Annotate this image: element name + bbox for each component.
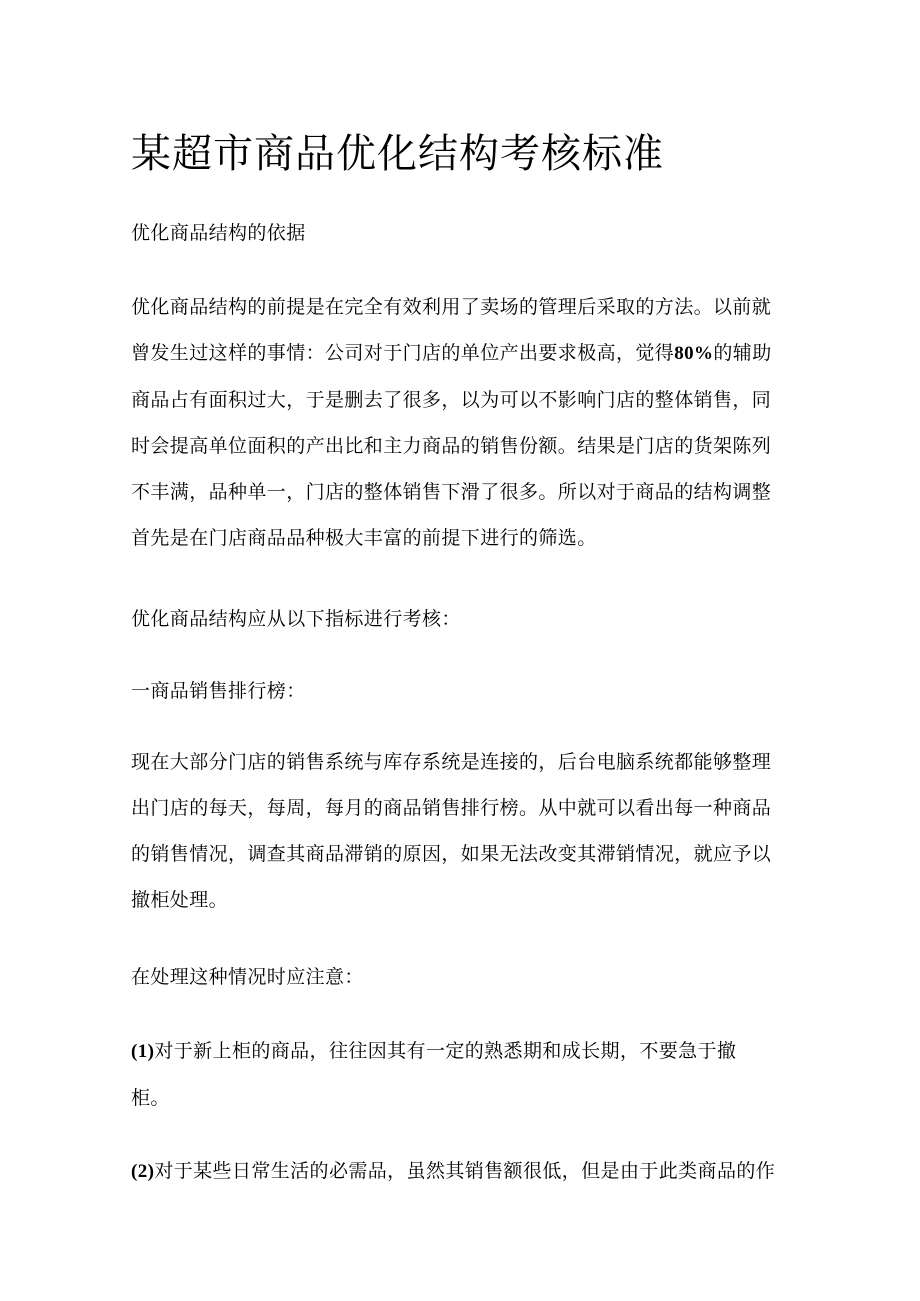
document-title: 某超市商品优化结构考核标准 bbox=[131, 131, 664, 177]
item1-heading-text: 一商品销售排行榜： bbox=[131, 680, 306, 702]
paragraph-line-text: 对于某些日常生活的必需品，虽然其销售额很低，但是由于此类商品的作 bbox=[154, 1160, 776, 1182]
paragraph-line bbox=[131, 1148, 799, 1195]
attention-intro-text: 在处理这种情况时应注意： bbox=[131, 966, 364, 988]
note-item-2 bbox=[131, 1148, 799, 1195]
paragraph-line: 商品占有面积过大，于是删去了很多，以为可以不影响门店的整体销售，同 bbox=[131, 389, 772, 411]
paragraph-line: 的销售情况，调查其商品滞销的原因，如果无法改变其滞销情况，就应予以 bbox=[131, 843, 772, 865]
paragraph-line bbox=[131, 330, 799, 377]
paragraph-line: 现在大部分门店的销售系统与库存系统是连接的，后台电脑系统都能够整理 bbox=[131, 751, 772, 773]
note-number: (2) bbox=[131, 1161, 155, 1182]
paragraph-line-text: 曾发生过这样的事情：公司对于门店的单位产出要求极高，觉得 bbox=[131, 342, 675, 364]
paragraph-line: 出门店的每天，每周，每月的商品销售排行榜。从中就可以看出每一种商品 bbox=[131, 797, 772, 819]
note-item-1 bbox=[131, 1028, 799, 1121]
section-heading-text: 优化商品结构的依据 bbox=[131, 222, 306, 244]
paragraph-line: 优化商品结构的前提是在完全有效利用了卖场的管理后采取的方法。以前就 bbox=[131, 296, 772, 318]
paragraph-sales-ranking bbox=[131, 739, 799, 923]
indicators-intro bbox=[131, 596, 799, 642]
paragraph-line-text: 对于新上柜的商品，往往因其有一定的熟悉期和成长期，不要急于撤 bbox=[154, 1040, 737, 1062]
paragraph-rationale bbox=[131, 284, 799, 561]
paragraph-line: 首先是在门店商品品种极大丰富的前提下进行的筛选。 bbox=[131, 527, 597, 549]
paragraph-line: 柜。 bbox=[131, 1087, 170, 1109]
attention-intro bbox=[131, 954, 799, 1000]
item1-heading bbox=[131, 668, 799, 714]
note-number: (1) bbox=[131, 1041, 155, 1062]
paragraph-line bbox=[131, 1028, 799, 1075]
paragraph-line-text: 的辅助 bbox=[713, 342, 772, 364]
section-heading bbox=[131, 210, 799, 256]
paragraph-line: 时会提高单位面积的产出比和主力商品的销售份额。结果是门店的货架陈列 bbox=[131, 435, 772, 457]
percentage-value: 80% bbox=[674, 343, 714, 364]
indicators-intro-text: 优化商品结构应从以下指标进行考核： bbox=[131, 608, 461, 630]
paragraph-line: 不丰满，品种单一，门店的整体销售下滑了很多。所以对于商品的结构调整 bbox=[131, 481, 772, 503]
paragraph-line: 撤柜处理。 bbox=[131, 889, 229, 911]
